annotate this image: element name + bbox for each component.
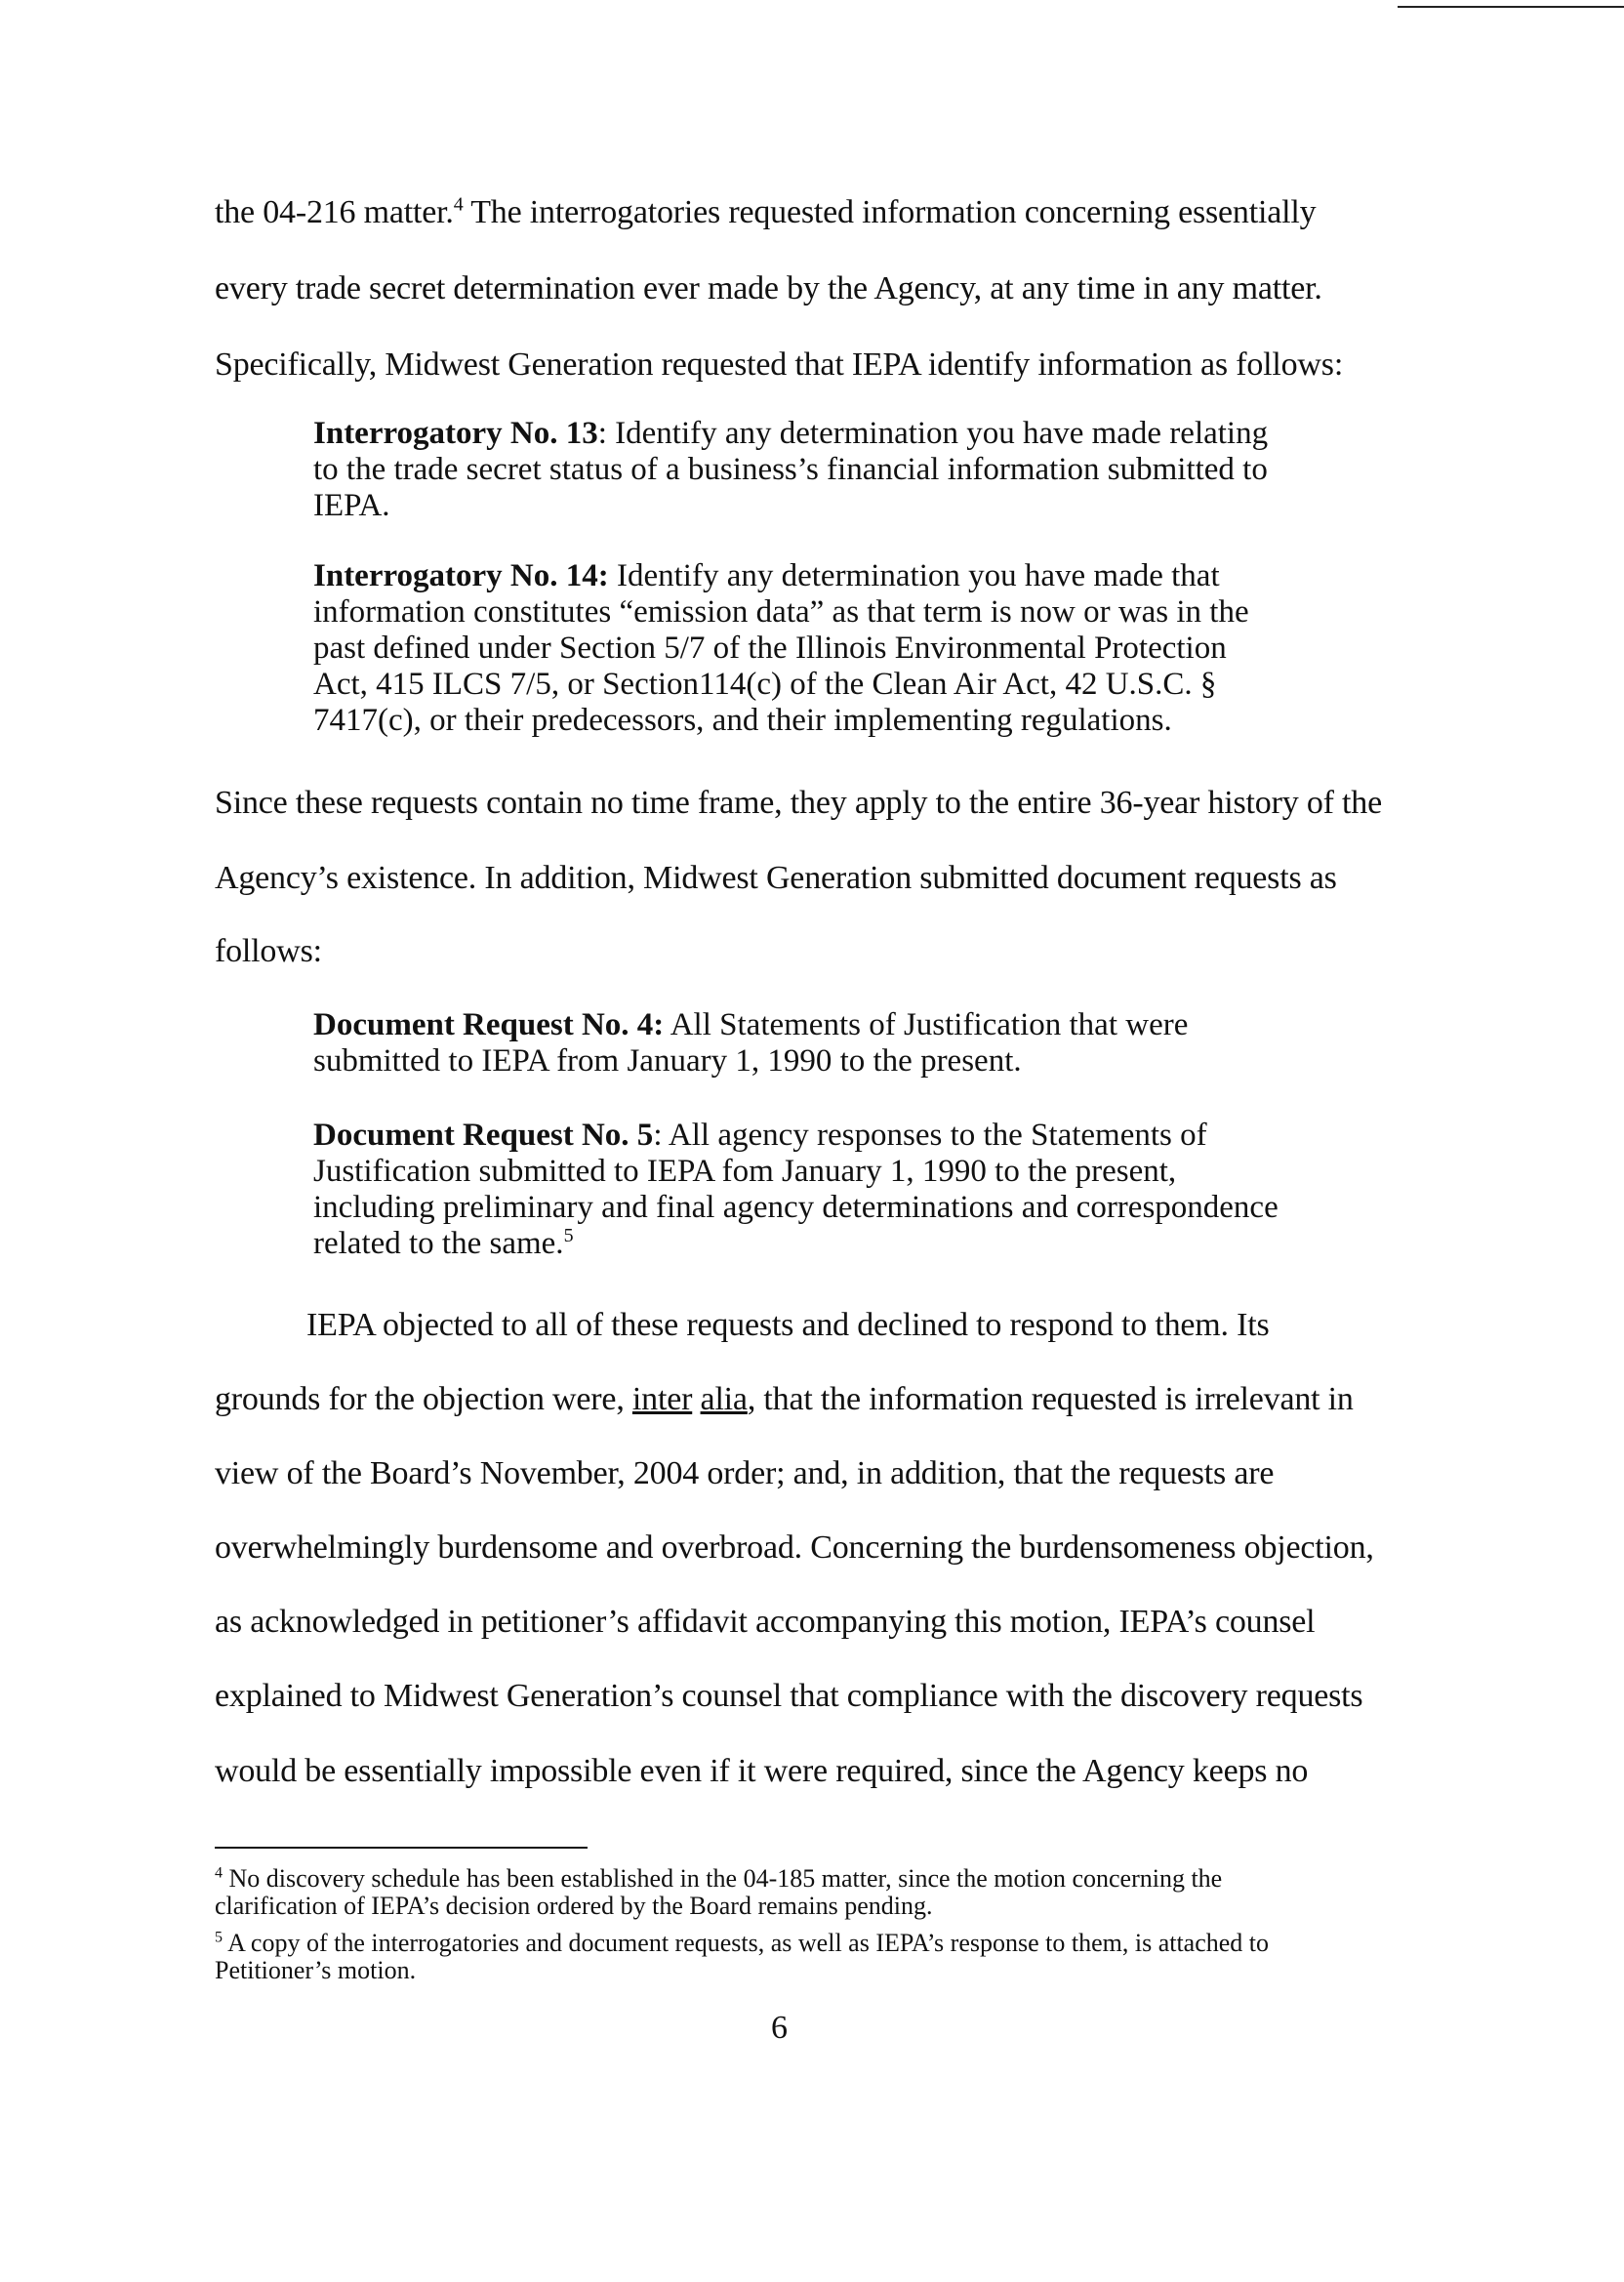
block-line: IEPA.	[313, 488, 390, 523]
body-line: Since these requests contain no time frame, they apply to the entire 36-year history of the	[215, 785, 1382, 821]
footnote-separator	[215, 1847, 588, 1849]
footnote-reference[interactable]: 4	[453, 193, 464, 216]
request-label: Document Request No. 5	[313, 1118, 654, 1153]
block-line: submitted to IEPA from January 1, 1990 to the present.	[313, 1043, 1022, 1079]
block-line: Act, 415 ILCS 7/5, or Section114(c) of the Clean Air Act, 42 U.S.C. §	[313, 667, 1217, 702]
block-text: : All agency responses to the Statements of	[653, 1118, 1207, 1153]
body-text: The interrogatories requested information concerning essentially	[463, 194, 1317, 230]
body-line: Agency’s existence. In addition, Midwest Generation submitted document requests as	[215, 860, 1337, 896]
footnote-mark: 5	[215, 1929, 223, 1946]
interrogatory-label: Interrogatory No. 14:	[313, 558, 609, 593]
body-line: view of the Board’s November, 2004 order; and, in addition, that the requests are	[215, 1455, 1275, 1491]
block-text: related to the same.	[313, 1226, 564, 1261]
footnote-5	[215, 1930, 1366, 1984]
body-text: the 04-216 matter.	[215, 194, 454, 230]
request-label: Document Request No. 4:	[313, 1007, 665, 1042]
body-line: would be essentially impossible even if it were required, since the Agency keeps no	[215, 1753, 1309, 1789]
top-edge-rule	[1398, 6, 1624, 8]
page-number: 6	[771, 2010, 788, 2046]
footnote-mark: 4	[215, 1864, 223, 1882]
footnote-line: Petitioner’s motion.	[215, 1956, 417, 1984]
interrogatory-13	[313, 416, 1309, 524]
block-line	[313, 558, 1309, 594]
footnote-reference[interactable]: 5	[563, 1225, 574, 1246]
footnote-text: A copy of the interrogatories and document requests, as well as IEPA’s response to them, is attached to	[223, 1929, 1270, 1957]
block-line: Justification submitted to IEPA fom January 1, 1990 to the present,	[313, 1154, 1177, 1189]
footnote-text: No discovery schedule has been established in the 04-185 matter, since the motion concerning the	[223, 1864, 1223, 1893]
block-text: All Statements of Justification that were	[664, 1007, 1189, 1042]
block-line	[313, 1118, 1309, 1154]
block-line: 7417(c), or their predecessors, and their implementing regulations.	[313, 703, 1172, 738]
interrogatory-label: Interrogatory No. 13	[313, 416, 598, 451]
footnote-line	[215, 1865, 1366, 1893]
interrogatory-14	[313, 558, 1309, 739]
body-text: grounds for the objection were,	[215, 1381, 632, 1417]
latin-phrase-inter: inter	[631, 1381, 693, 1417]
body-line: follows:	[215, 933, 322, 969]
document-request-4	[313, 1007, 1309, 1080]
body-line: IEPA objected to all of these requests and declined to respond to them. Its	[306, 1307, 1270, 1343]
body-line: overwhelmingly burdensome and overbroad. Concerning the burdensomeness objection,	[215, 1529, 1374, 1566]
block-line: including preliminary and final agency determinations and correspondence	[313, 1190, 1279, 1225]
latin-phrase-alia: alia	[700, 1381, 748, 1417]
body-line	[215, 193, 1316, 232]
block-line: past defined under Section 5/7 of the Illinois Environmental Protection	[313, 631, 1227, 666]
body-line: every trade secret determination ever made by the Agency, at any time in any matter.	[215, 270, 1322, 306]
footnote-4	[215, 1865, 1366, 1920]
block-line	[313, 1007, 1309, 1043]
document-request-5	[313, 1118, 1309, 1262]
block-line: information constitutes “emission data” as that term is now or was in the	[313, 594, 1249, 630]
body-text: , that the information requested is irrelevant in	[747, 1381, 1354, 1417]
footnote-line: clarification of IEPA’s decision ordered by the Board remains pending.	[215, 1892, 933, 1920]
body-line: explained to Midwest Generation’s counsel that compliance with the discovery requests	[215, 1678, 1363, 1714]
body-line: as acknowledged in petitioner’s affidavit accompanying this motion, IEPA’s counsel	[215, 1604, 1316, 1640]
body-line	[215, 1380, 1354, 1419]
block-text: Identify any determination you have made that	[608, 558, 1220, 593]
block-line	[313, 416, 1309, 452]
block-line	[313, 1226, 1309, 1262]
body-line: Specifically, Midwest Generation requested that IEPA identify information as follows:	[215, 346, 1344, 383]
block-text: : Identify any determination you have made relating	[597, 416, 1269, 451]
footnote-line	[215, 1930, 1366, 1957]
block-line: to the trade secret status of a business’s financial information submitted to	[313, 452, 1268, 487]
